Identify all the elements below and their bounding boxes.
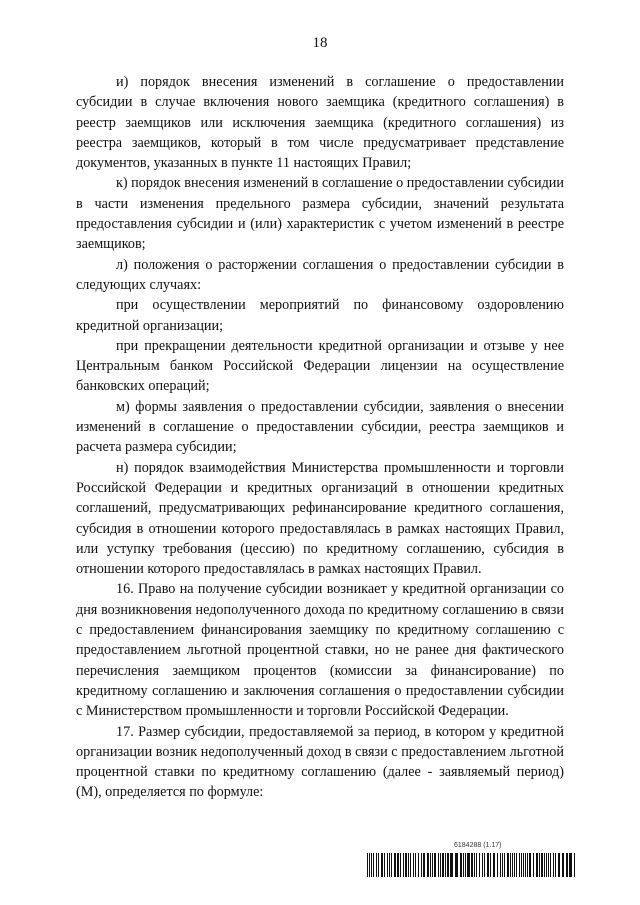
barcode-icon: [367, 853, 579, 877]
page-number: 18: [312, 35, 328, 51]
paragraph-item-n: н) порядок взаимодействия Министерства промышленности и торговли Российской Федерации и кредитных организаций в отношении кредитных соглашений, предусматривающих рефинансирование кредитного соглашения, субсидия в отношении которого предоставлялась в рамках настоящих Правил, или уступку требования (цессию) по кредитному соглашению, субсидия в отношении которого предоставлялась в рамках настоящих Правил.: [76, 459, 564, 578]
document-code: 6184288 (1.17): [454, 842, 502, 849]
paragraph-item-i: и) порядок внесения изменений в соглашение о предоставлении субсидии в случае включения нового заемщика (кредитного соглашения) в реестр заемщиков или исключения заемщика (кредитного соглашения) из реестра заемщиков, который в том числе предусматривает представление документов, указанных в пункте 11 настоящих Правил;: [76, 74, 564, 172]
paragraph-item-k: к) порядок внесения изменений в соглашение о предоставлении субсидии в части изменения предельного размера субсидии, значений результата предоставления субсидии и (или) характеристик с учетом изменений в реестре заемщиков;: [76, 175, 564, 253]
paragraph-case-license-revoked: при прекращении деятельности кредитной организации и отзыве у нее Центральным банком Российской Федерации лицензии на осуществление банковских операций;: [76, 337, 564, 395]
paragraph-item-m: м) формы заявления о предоставлении субсидии, заявления о внесении изменений в соглашение о предоставлении субсидии, реестра заемщиков и расчета размера субсидии;: [76, 398, 564, 456]
document-body: [76, 72, 564, 803]
paragraph-clause-16: 16. Право на получение субсидии возникает у кредитной организации со дня возникновения недополученного дохода по кредитному соглашению в связи с предоставлением финансирования заемщику по кредитному соглашению с предоставлением льготной процентной ставки, но не ранее дня фактического перечисления заемщиком процентов (комиссии за финансирование) по кредитному соглашению и заключения соглашения о предоставлении субсидии с Министерством промышленности и торговли Российской Федерации.: [76, 581, 564, 720]
paragraph-item-l: л) положения о расторжении соглашения о предоставлении субсидии в следующих случаях:: [76, 256, 564, 293]
paragraph-case-recovery: при осуществлении мероприятий по финансовому оздоровлению кредитной организации;: [76, 297, 564, 334]
paragraph-clause-17: 17. Размер субсидии, предоставляемой за период, в котором у кредитной организации возник недополученный доход в связи с предоставлением льготной процентной ставки по кредитному соглашению (далее - заявляемый период) (М), определяется по формуле:: [76, 723, 564, 801]
